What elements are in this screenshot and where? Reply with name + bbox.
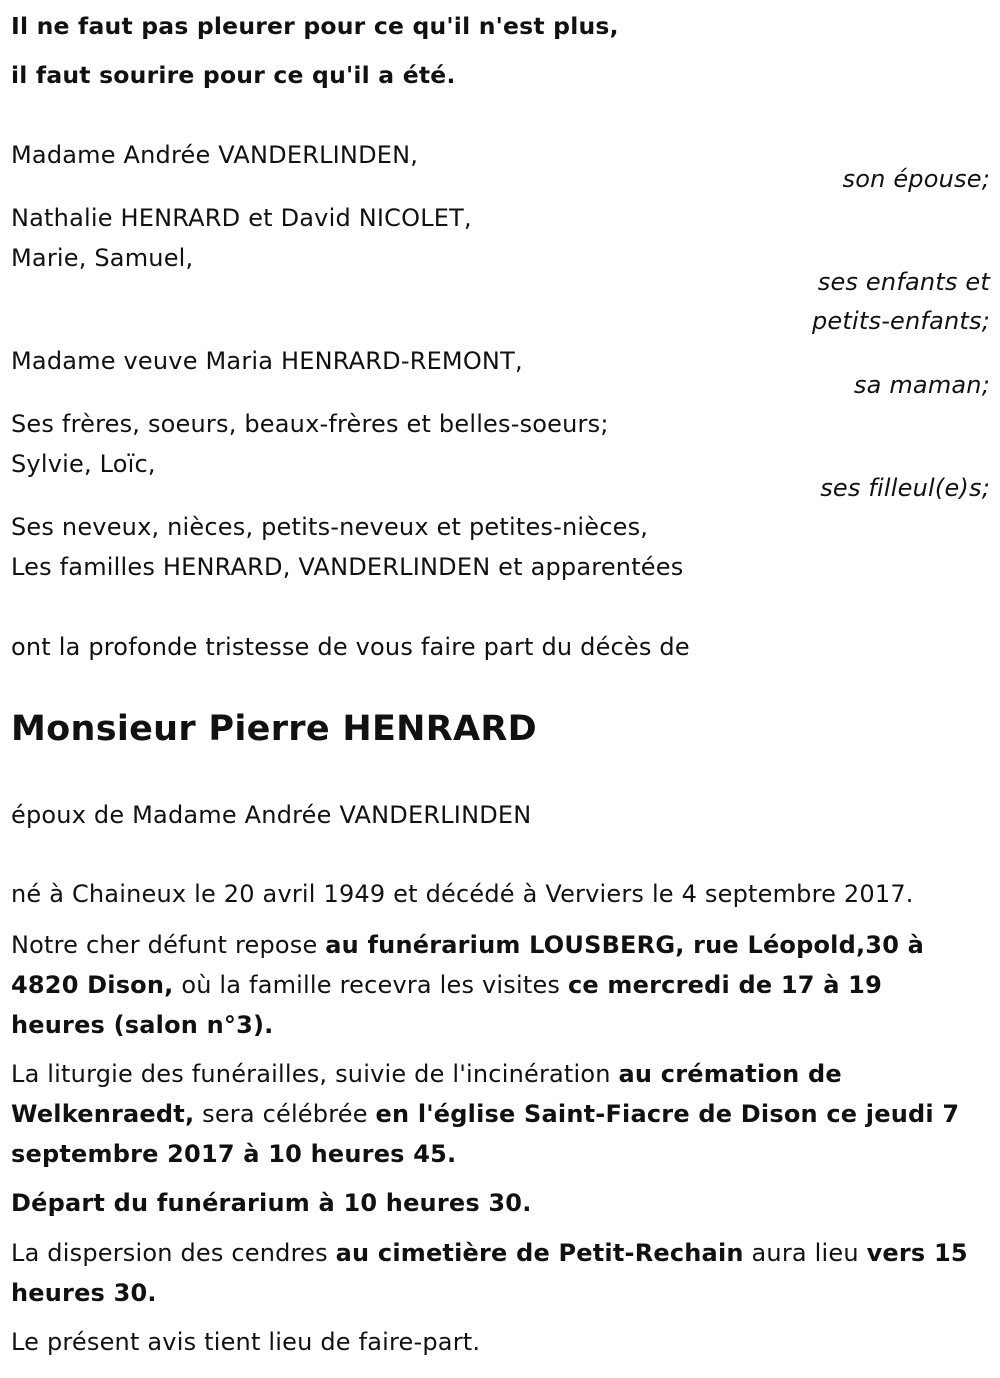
siblings-line: Ses frères, soeurs, beaux-frères et belles-soeurs;: [11, 410, 609, 438]
godchildren-role: ses filleul(e)s;: [820, 474, 990, 502]
spouse-of-line: époux de Madame Andrée VANDERLINDEN: [11, 801, 532, 829]
repose-paragraph: [11, 925, 983, 1045]
liturgy-cremation-place: au crémation de Welkenraedt,: [11, 1060, 842, 1128]
ashes-text-2: aura lieu: [743, 1239, 867, 1267]
mother-name: Madame veuve Maria HENRARD-REMONT,: [11, 347, 523, 375]
godchildren-names: Sylvie, Loïc,: [11, 450, 156, 478]
mother-role: sa maman;: [853, 371, 990, 399]
children-line-1: Nathalie HENRARD et David NICOLET,: [11, 204, 472, 232]
children-role-line-2: petits-enfants;: [812, 307, 990, 335]
spouse-name: Madame Andrée VANDERLINDEN,: [11, 141, 419, 169]
liturgy-text-1: La liturgie des funérailles, suivie de l'incinération: [11, 1060, 619, 1088]
nephews-line: Ses neveux, nièces, petits-neveux et petites-nièces,: [11, 513, 649, 541]
repose-visit-time: ce mercredi de 17 à 19 heures (salon n°3).: [11, 971, 882, 1039]
repose-text-1: Notre cher défunt repose: [11, 931, 326, 959]
children-line-2: Marie, Samuel,: [11, 244, 194, 272]
deceased-name: Monsieur Pierre HENRARD: [11, 709, 537, 749]
quote-line-2: il faut sourire pour ce qu'il a été.: [11, 61, 456, 89]
announcement-intro: ont la profonde tristesse de vous faire part du décès de: [11, 633, 690, 661]
ashes-text-1: La dispersion des cendres: [11, 1239, 336, 1267]
quote-line-1: Il ne faut pas pleurer pour ce qu'il n'est plus,: [11, 12, 619, 40]
departure-line: Départ du funérarium à 10 heures 30.: [11, 1189, 532, 1217]
birth-death-line: né à Chaineux le 20 avril 1949 et décédé à Verviers le 4 septembre 2017.: [11, 880, 914, 908]
spouse-role: son épouse;: [842, 165, 990, 193]
repose-text-2: où la famille recevra les visites: [173, 971, 568, 999]
families-line: Les familles HENRARD, VANDERLINDEN et apparentées: [11, 553, 684, 581]
children-role-line-1: ses enfants et: [817, 268, 990, 296]
ashes-paragraph: [11, 1233, 983, 1313]
ashes-cemetery: au cimetière de Petit-Rechain: [335, 1239, 744, 1267]
liturgy-church-time: en l'église Saint-Fiacre de Dison ce jeudi 7 septembre 2017 à 10 heures 45.: [11, 1100, 960, 1168]
ashes-time: vers 15 heures 30.: [11, 1239, 968, 1307]
liturgy-paragraph: [11, 1054, 983, 1174]
repose-location: au funérarium LOUSBERG, rue Léopold,30 à 4820 Dison,: [11, 931, 925, 999]
liturgy-text-2: sera célébrée: [194, 1100, 376, 1128]
closing-line: Le présent avis tient lieu de faire-part.: [11, 1328, 481, 1356]
